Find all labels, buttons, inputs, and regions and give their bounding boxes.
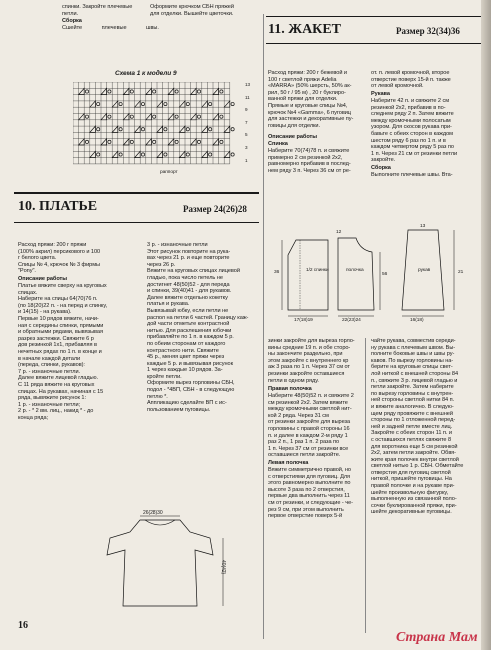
scheme-decrease-mark xyxy=(191,139,197,145)
scheme-decrease-mark xyxy=(202,126,208,132)
scheme-decrease-mark xyxy=(135,101,141,107)
jacket-rule-bottom xyxy=(266,43,481,44)
scheme-decrease-mark xyxy=(79,114,85,120)
scheme-yarnover-mark xyxy=(108,115,111,118)
scheme-yarnover-mark xyxy=(197,140,200,143)
front-bottom-measure: 22(23)24 xyxy=(342,318,361,323)
dress-work-text: Платье вяжите сверху на круговых спицах. Наберите на спицы 64(70)76 п. (по 18(20)22 п. - на перед и спинку, и 14(15) - на рукава). Первые 10 рядов вяжите, начи- ная с середины спинки, прямыми и обратными рядами, вывязывая разрез застежки. Свяжите 6 р дов резинкой 1х1, прибавляя в нечетных рядах по 1 п. в конце и в начале каждой детали (переда, спинки, рукавов): 7 р. - изнаночные петли. Далее вяжите лицевой гладью. С 11 ряда вяжите на круговых спицах. На рукавах, начиная с 15 ряда, вывяжите рисунок 1: 1 р. - изнаночные петли; 2 р. - * 2 вм. лиц., накид * - до конца ряда; xyxy=(18,283,108,421)
scheme-yarnover-mark xyxy=(97,128,100,131)
scheme-yarnover-mark xyxy=(97,102,100,105)
scheme-yarnover-mark xyxy=(186,128,189,131)
jacket-lower-col2-text: чайте рукава, совместив середи- ну рукава с плечевым швом. Вы- полните боковые швы и швы ру- кавов. По вырезу горловины на- берите на круговые спицы свет- лой ниткой с внешней стороны 84 п., свяжите 3 р. лицевой гладью и петли закройте. Затем наберите по вырезу горловины с внутрен- ней стороны светлой нитки 84 п. и вяжите аналогично. В следую- щем ряду провяжите с внешней стороны по 1 отложенной перед- ней и задней петле вместе лиц. Закройте с обеих сторон 11 п. и с оставшихся петлях свяжите 8 для воротника еще 5 см резинкой 2х2, затем петли закройте. Обвя- жите края полочек внутри светлой светлой нитью 1 р. СБН. Обметайте отверстия для пуговиц светлой ниткой, пришейте пуговицы. На правой полочке и на рукаве при- шейте произвольную фигурку, выполненную из связанной поло- сочки буклированной пряжи, при- шейте декоративные пуговицы. xyxy=(371,338,464,516)
scheme-decrease-mark xyxy=(79,88,85,94)
scheme-decrease-mark xyxy=(79,139,85,145)
scheme-yarnover-mark xyxy=(231,102,234,105)
scheme-decrease-mark xyxy=(101,88,107,94)
scheme-row-label: 9 xyxy=(245,107,248,113)
scheme-decrease-mark xyxy=(224,101,230,107)
scheme-decrease-mark xyxy=(112,101,118,107)
scheme-row-label: 3 xyxy=(245,145,248,150)
scheme-yarnover-mark xyxy=(85,90,88,93)
scheme-yarnover-mark xyxy=(119,153,122,156)
scheme-decrease-mark xyxy=(202,101,208,107)
jacket-pattern-drawing xyxy=(268,220,483,332)
scheme-decrease-mark xyxy=(179,151,185,157)
dress-materials: Расход пряжи: 200 г пряжи (100% акрил) персикового и 100 г белого цвета. Спицы № 4, крючок № 3 фирмы "Pony". xyxy=(18,242,101,275)
scheme-decrease-mark xyxy=(179,101,185,107)
scheme-decrease-mark xyxy=(146,88,152,94)
scheme-decrease-mark xyxy=(179,126,185,132)
scheme-yarnover-mark xyxy=(220,115,223,118)
top-measure-2: 13 xyxy=(420,224,426,229)
sleeves-heading: Рукава xyxy=(371,91,390,97)
front-label: полочка xyxy=(346,268,364,273)
dress-col2-text: 3 р. - изнаночные петли Этот рисунок повторите на рука- вах через 21 р. и еще повторите через 26 р. Вяжите на круговых спицах лицевой гладью, пока число петель не достигнет 48(50)52 - для переда и спинки, 39(40)41 - для рукавов. Далее вяжите отдельно кокетку платья и рукава. Вывязывай юбку, если петли не распол на петли 6 частей. Границу каж- дой части отметьте контрастной нитью. Для расклешения юбочки прибавляйте по 1 п. в каждом 5 р. по обеим сторонам от каждого контрастного нити. Свяжите 45 р., меняя цвет пряжи через каждые 5 р. и вывязывая рисунок 1 через каждые 10 рядов. За- кройте петли. Оформите вырез горловины СБН, подол - *4ВП, СБН - в следующую петлю *. Аппликацию сделайте ВП с ис- пользованием пуговицы. xyxy=(147,242,249,413)
scheme-yarnover-mark xyxy=(108,140,111,143)
dress-work-heading: Описание работы xyxy=(18,276,67,282)
scheme-decrease-mark xyxy=(135,151,141,157)
scheme-decrease-mark xyxy=(157,151,163,157)
scheme-yarnover-mark xyxy=(153,115,156,118)
jacket-back-text: Наберите 70(74)78 п. и свяжите примерно 2 см резинкой 2х2, равномерно прибавив в послед- нем ряду 3 п. Через 36 см от ре- xyxy=(268,148,351,174)
scheme-row-label: 11 xyxy=(245,94,250,100)
scheme-decrease-mark xyxy=(157,126,163,132)
scheme-decrease-mark xyxy=(146,139,152,145)
scheme-yarnover-mark xyxy=(164,153,167,156)
col2-top-text: Оформите крючком СБН пряжей для отделки. Вышейте цветочки. xyxy=(150,4,234,17)
left-front-heading: Левая полочка xyxy=(268,460,309,466)
scheme-yarnover-mark xyxy=(153,90,156,93)
sleeves-text: Наберите 42 п. и свяжите 2 см резинкой 2х2, прибавив в по- следнем ряду 2 п. Затем вяжите между кромочными полосатым узором. Для скосов рукава при- бавьте с обеих сторон в каждом шестом ряду 6 раз по 1 п. и в каждом четвертом ряду 5 раз по 1 п. Через 21 см от резинки петли закройте. xyxy=(371,98,458,164)
scheme-decrease-mark xyxy=(213,139,219,145)
scheme-yarnover-mark xyxy=(231,153,234,156)
scheme-yarnover-mark xyxy=(119,102,122,105)
left-measure: 36 xyxy=(274,270,280,275)
scheme-decrease-mark xyxy=(224,126,230,132)
scheme-yarnover-mark xyxy=(186,153,189,156)
scheme-yarnover-mark xyxy=(197,90,200,93)
half-back-label: 1/2 спинки xyxy=(306,268,329,273)
scheme-chart xyxy=(73,82,243,172)
dress-top-width: 26(28)30 xyxy=(143,510,163,516)
dress-height: 40(42) xyxy=(220,560,226,575)
scheme-decrease-mark xyxy=(213,114,219,120)
scheme-decrease-mark xyxy=(168,114,174,120)
column-divider xyxy=(365,338,366,633)
assembly-heading: Сборка xyxy=(62,18,82,24)
scheme-yarnover-mark xyxy=(164,102,167,105)
right-measure: 21 xyxy=(458,270,464,275)
scheme-yarnover-mark xyxy=(130,115,133,118)
scheme-decrease-mark xyxy=(90,151,96,157)
scheme-row-label: 1 xyxy=(245,157,248,163)
dress-title: 10. ПЛАТЬЕ xyxy=(18,199,98,214)
scheme-decrease-mark xyxy=(90,126,96,132)
watermark-logo: Страна Мам xyxy=(396,630,478,645)
scheme-yarnover-mark xyxy=(141,102,144,105)
scheme-decrease-mark xyxy=(112,126,118,132)
scheme-yarnover-mark xyxy=(209,153,212,156)
scheme-yarnover-mark xyxy=(209,102,212,105)
scheme-yarnover-mark xyxy=(175,115,178,118)
spread-divider xyxy=(263,14,264,639)
sleeve-label: рукав xyxy=(418,268,431,273)
scheme-row-label: 7 xyxy=(245,119,248,125)
scheme-yarnover-mark xyxy=(141,128,144,131)
sleeve-bottom-measure: 16(18) xyxy=(410,318,424,323)
scheme-decrease-mark xyxy=(213,88,219,94)
scheme-yarnover-mark xyxy=(85,140,88,143)
scheme-decrease-mark xyxy=(224,151,230,157)
jacket-size: Размер 32(34)36 xyxy=(396,26,460,36)
scheme-decrease-mark xyxy=(90,101,96,107)
scheme-decrease-mark xyxy=(168,139,174,145)
jacket-assembly-text: Выполните плечевые швы. Вта- xyxy=(371,172,453,178)
jacket-rule-top xyxy=(266,16,481,17)
scheme-yarnover-mark xyxy=(220,140,223,143)
scheme-decrease-mark xyxy=(123,114,129,120)
scheme-yarnover-mark xyxy=(175,140,178,143)
assembly-text: Сшейте плечевые швы. xyxy=(62,25,159,31)
scheme-decrease-mark xyxy=(135,126,141,132)
jacket-lower-text: зинки закройте для выреза горло- вины средние 19 п. и обе сторо- ны закончите раздельно, при этом закройте с внутреннего кр аж 3 раза по 1 п. Через 37 см от резинки закройте оставшиеся петли в одном ряду. xyxy=(268,338,355,384)
scheme-yarnover-mark xyxy=(130,140,133,143)
scheme-row-label: 13 xyxy=(245,82,251,87)
scheme-decrease-mark xyxy=(101,139,107,145)
scheme-yarnover-mark xyxy=(97,153,100,156)
right-front-heading: Правая полочка xyxy=(268,386,312,392)
scheme-yarnover-mark xyxy=(108,90,111,93)
scheme-title: Схема 1 к модели 9 xyxy=(115,70,177,77)
scheme-decrease-mark xyxy=(123,139,129,145)
col1-top-text: спинки. Закройте плечевые петли. xyxy=(62,4,133,17)
left-front-text: Вяжите симметрично правой, но с отверстиями для пуговиц. Для этого равномерно выполните по высоте 3 раза по 2 отверстия, первые два выполнить через 11 см от резинки, и следующие - че- рез 9 см, при этом выполнить первое отверстие поверх 5-й xyxy=(268,467,353,520)
side-measure: 56 xyxy=(382,272,388,277)
scheme-decrease-mark xyxy=(112,151,118,157)
dress-rule-top xyxy=(14,192,259,194)
scheme-yarnover-mark xyxy=(85,115,88,118)
jacket-materials: Расход пряжи: 200 г бежевой и 100 г светлой пряжи Adelia «MARRA» (50% шерсть, 50% ак- рил, 50 г / 95 м) , 20 г буклиро- ванной пряжи для отделки. Прямые и круговые спицы №4, крючок №4 «Gamma», 6 пуговиц для застежки и декоративные пу- говицы для отделки. xyxy=(268,70,354,129)
scheme-yarnover-mark xyxy=(153,140,156,143)
jacket-work-heading: Описание работы xyxy=(268,134,317,140)
scheme-row-label: 5 xyxy=(245,132,248,138)
scheme-yarnover-mark xyxy=(186,102,189,105)
scheme-yarnover-mark xyxy=(164,128,167,131)
scheme-decrease-mark xyxy=(191,114,197,120)
scheme-yarnover-mark xyxy=(209,128,212,131)
scheme-yarnover-mark xyxy=(130,90,133,93)
scheme-decrease-mark xyxy=(202,151,208,157)
scheme-yarnover-mark xyxy=(220,90,223,93)
jacket-back-heading: Спинка xyxy=(268,141,288,147)
page-number: 16 xyxy=(18,620,28,631)
jacket-assembly-heading: Сборка xyxy=(371,165,391,171)
scheme-decrease-mark xyxy=(157,101,163,107)
scheme-rapport-label: раппорт xyxy=(160,170,178,175)
dress-size: Размер 24(26)28 xyxy=(183,204,247,214)
scheme-decrease-mark xyxy=(123,88,129,94)
dress-rule-bottom xyxy=(14,222,259,223)
jacket-title: 11. ЖАКЕТ xyxy=(268,22,342,37)
back-bottom-measure: 17(18)19 xyxy=(294,318,313,323)
scheme-yarnover-mark xyxy=(197,115,200,118)
scheme-yarnover-mark xyxy=(231,128,234,131)
scheme-yarnover-mark xyxy=(175,90,178,93)
scheme-yarnover-mark xyxy=(119,128,122,131)
scheme-yarnover-mark xyxy=(141,153,144,156)
scheme-decrease-mark xyxy=(146,114,152,120)
scheme-decrease-mark xyxy=(191,88,197,94)
right-front-text: Наберите 48(50)52 п. и свяжите 2 см резинкой 2х2. Затем вяжите между кромочными светлой нит- кой 2 ряда. Через 31 см от резинки закройте для выреза горловины с правой стороны 16 п. и далее в каждом 2-м ряду 1 раз 2 п., 1 раз 1 п. 2 раза по 1 п. Через 37 см от резинки все оставшиеся петли закройте. xyxy=(268,393,354,459)
top-measure-1: 12 xyxy=(336,230,342,235)
scheme-decrease-mark xyxy=(101,114,107,120)
scheme-decrease-mark xyxy=(168,88,174,94)
jacket-col2-text: от. п. левой кромочной, второе отверстие поверх 15-й п. также от левой кромочной. xyxy=(371,70,451,90)
